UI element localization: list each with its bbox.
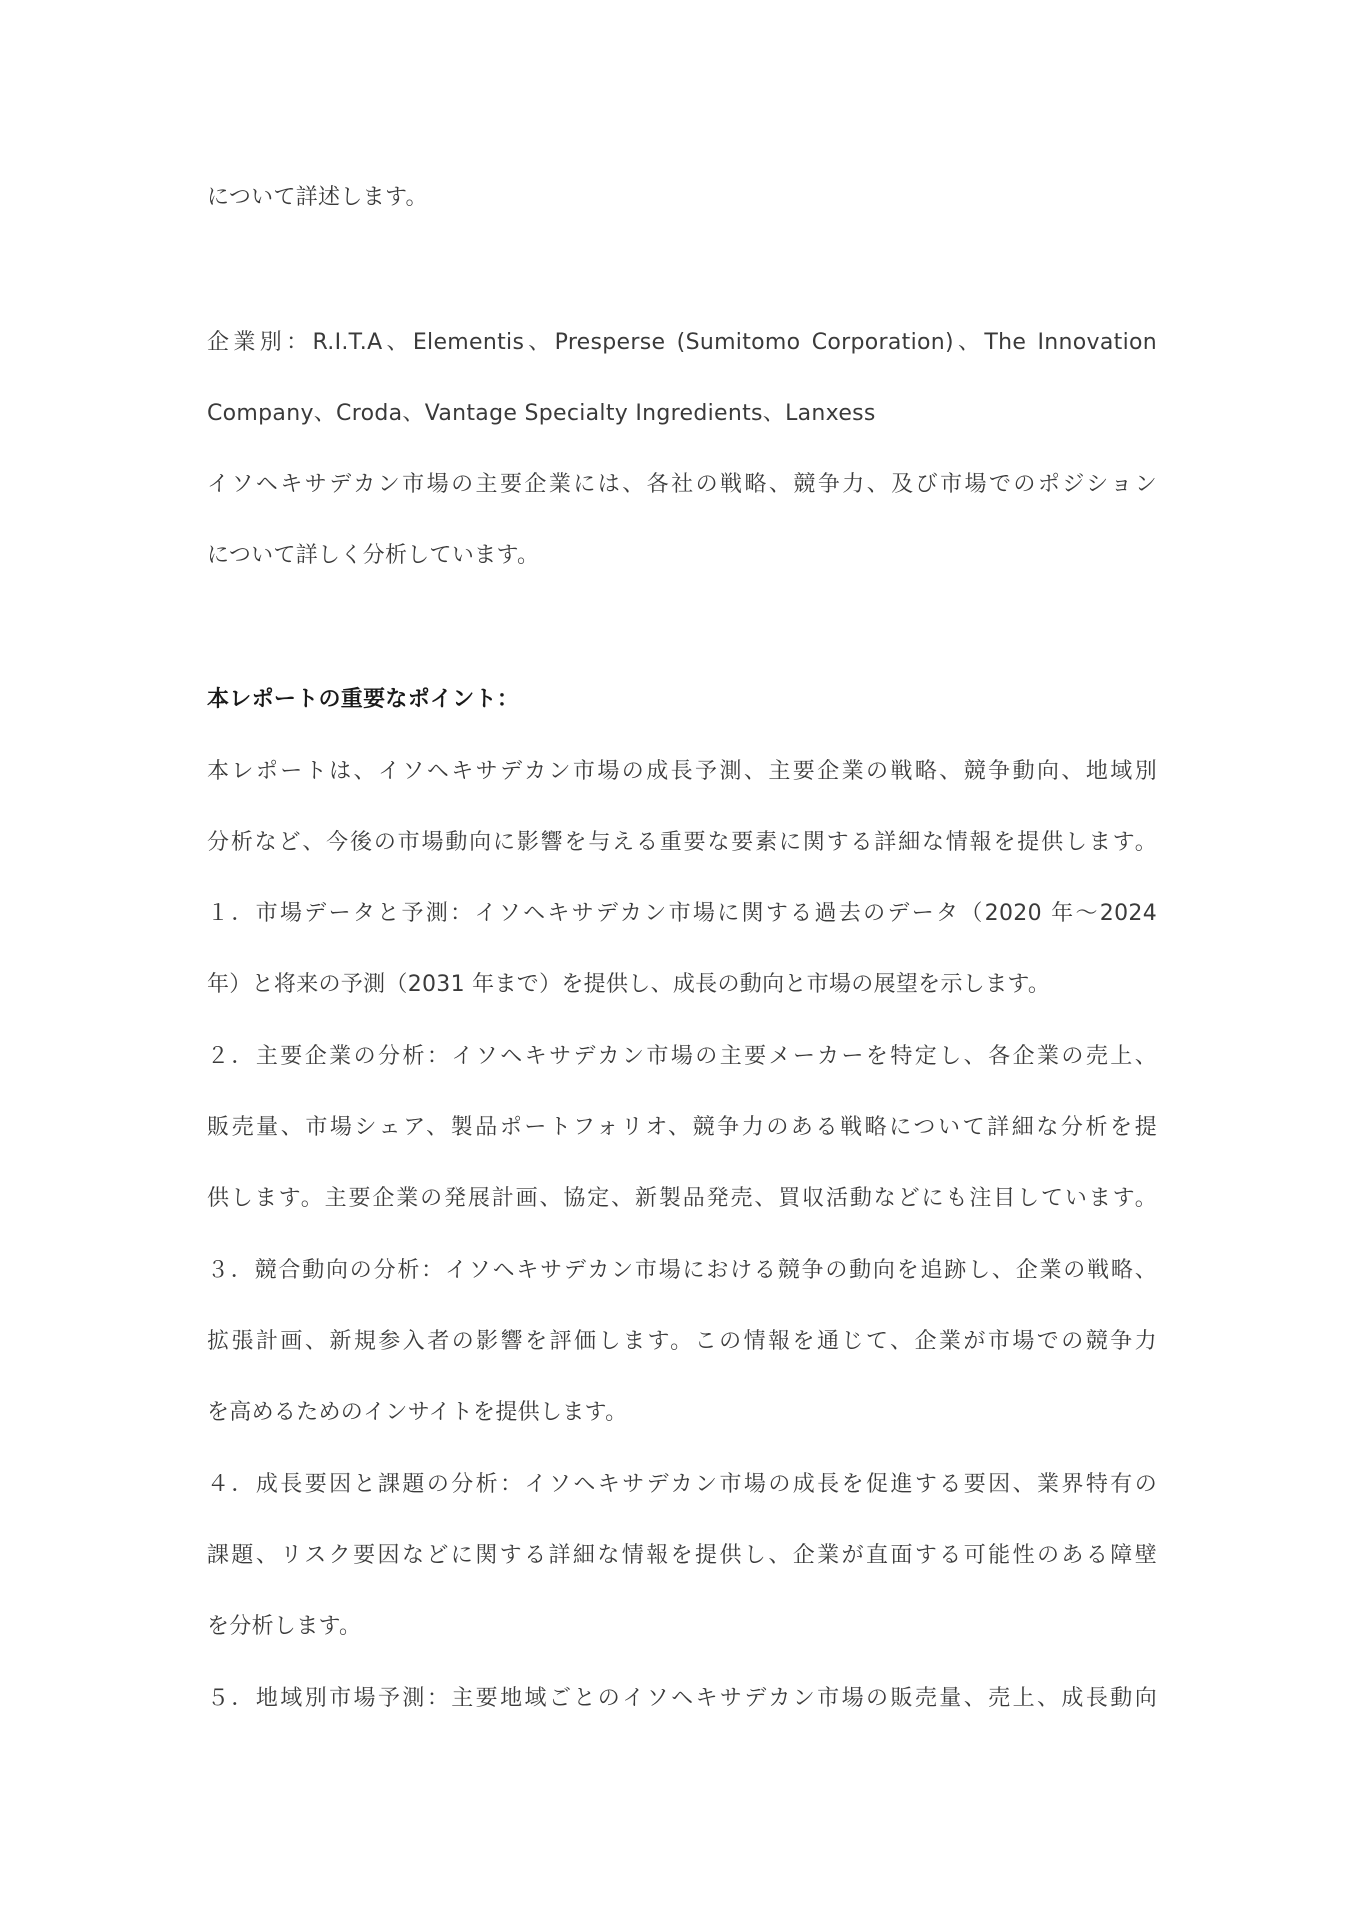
- paragraph-line: について詳しく分析しています。: [207, 543, 540, 568]
- list-item-line: １．市場データと予測：イソヘキサデカン市場に関する過去のデータ（2020 年～2024: [207, 901, 1157, 926]
- list-item-line: 年）と将来の予測（2031 年まで）を提供し、成長の動向と市場の展望を示します。: [207, 972, 1051, 997]
- company-list-line: 企業別：R.I.T.A、Elementis、Presperse (Sumitomo Corporation)、The Innovation: [207, 330, 1157, 355]
- list-item-line: ３．競合動向の分析：イソヘキサデカン市場における競争の動向を追跡し、企業の戦略、: [207, 1258, 1157, 1283]
- list-item-line: ５．地域別市場予測：主要地域ごとのイソヘキサデカン市場の販売量、売上、成長動向: [207, 1686, 1157, 1711]
- list-item-line: を分析します。: [207, 1614, 362, 1639]
- paragraph-line: について詳述します。: [207, 185, 428, 210]
- list-item-line: 販売量、市場シェア、製品ポートフォリオ、競争力のある戦略について詳細な分析を提: [207, 1115, 1157, 1140]
- paragraph-line: 分析など、今後の市場動向に影響を与える重要な要素に関する詳細な情報を提供します。: [207, 830, 1157, 855]
- list-item-line: ４．成長要因と課題の分析：イソヘキサデカン市場の成長を促進する要因、業界特有の: [207, 1472, 1157, 1497]
- section-heading: 本レポートの重要なポイント：: [207, 687, 520, 712]
- list-item-line: 拡張計画、新規参入者の影響を評価します。この情報を通じて、企業が市場での競争力: [207, 1329, 1157, 1354]
- list-item-line: を高めるためのインサイトを提供します。: [207, 1400, 628, 1425]
- company-list-line: Company、Croda、Vantage Specialty Ingredients、Lanxess: [207, 401, 876, 426]
- paragraph-line: 本レポートは、イソヘキサデカン市場の成長予測、主要企業の戦略、競争動向、地域別: [207, 759, 1157, 784]
- list-item-line: 供します。主要企業の発展計画、協定、新製品発売、買収活動などにも注目しています。: [207, 1186, 1157, 1211]
- list-item-line: ２．主要企業の分析：イソヘキサデカン市場の主要メーカーを特定し、各企業の売上、: [207, 1044, 1157, 1069]
- list-item-line: 課題、リスク要因などに関する詳細な情報を提供し、企業が直面する可能性のある障壁: [207, 1543, 1157, 1568]
- paragraph-line: イソヘキサデカン市場の主要企業には、各社の戦略、競争力、及び市場でのポジション: [207, 472, 1157, 497]
